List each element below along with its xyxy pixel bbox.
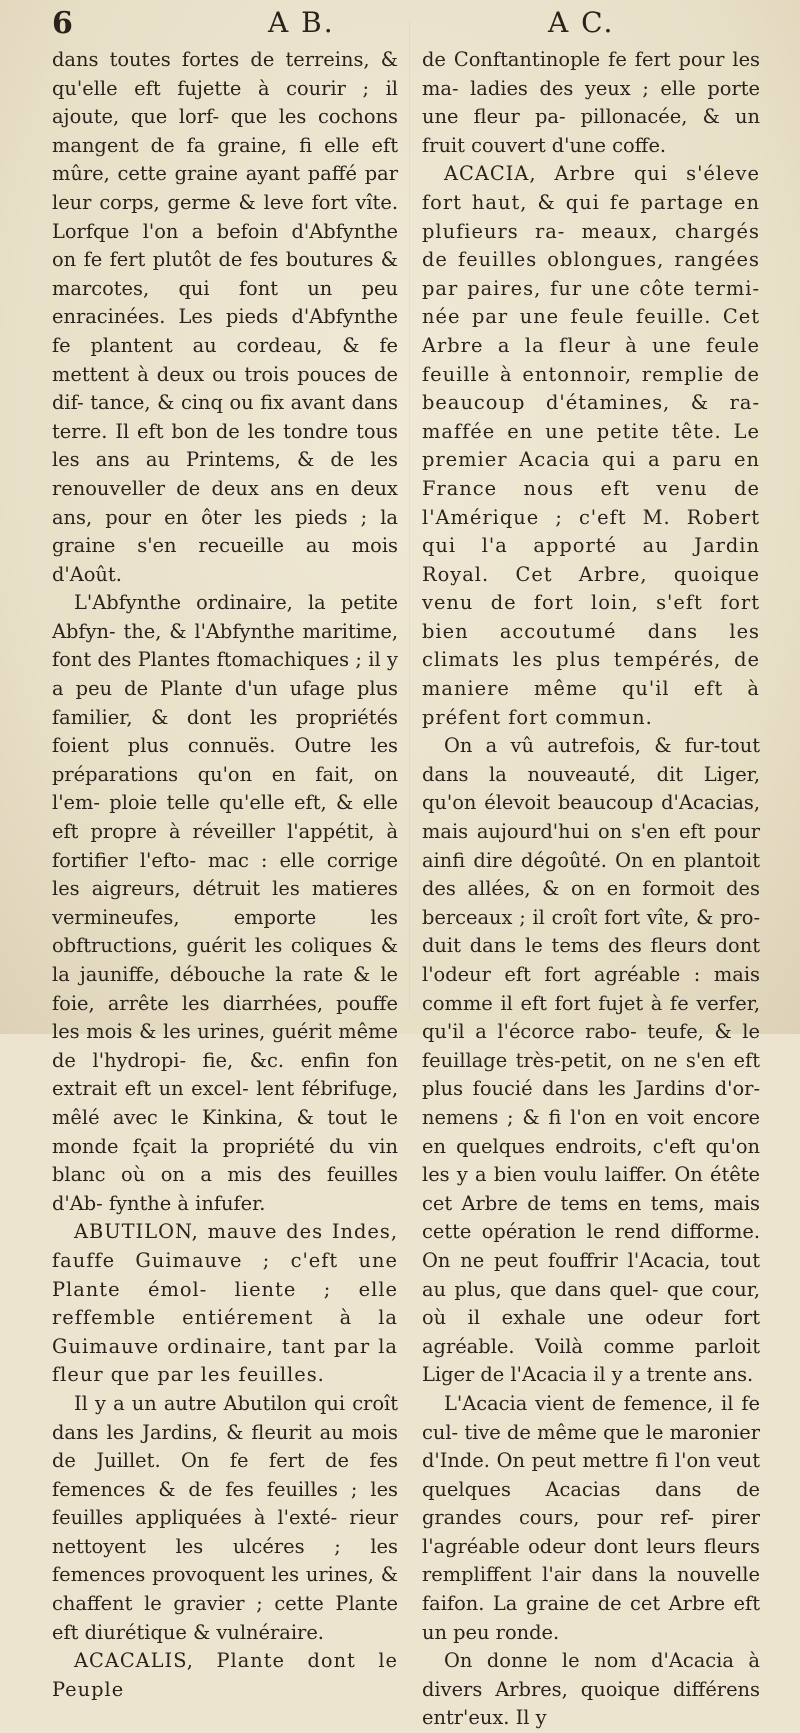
paragraph: On donne le nom d'Acacia à divers Arbres, quoique différens entr'eux. Il y bbox=[422, 1649, 760, 1730]
page-header bbox=[0, 6, 800, 46]
paragraph: de Conftantinople fe fert pour les ma- ladies des yeux ; elle porte une fleur pa- pillonacée, & un fruit couvert d'une coffe. bbox=[422, 48, 760, 157]
left-column bbox=[52, 46, 398, 1704]
entry-acacia: ACACIA, Arbre qui s'éleve fort haut, & qui fe partage en plufieurs ra- meaux, chargés de feuilles oblongues, rangées par paires, fur une côte termi- née par une feule feuille. Cet Arbre a la fleur à une feule feuille à entonnoir, remplie de beaucoup d'étamines, & ra- maffée en une petite tête. Le premier Acacia qui a paru en France nous eft venu de l'Amérique ; c'eft M. Robert qui l'a apporté au Jardin Royal. Cet Arbre, quoique venu de fort loin, s'eft fort bien accoutumé dans les climats les plus tempérés, de maniere même qu'il eft à préfent fort commun. bbox=[422, 162, 760, 729]
page-number: 6 bbox=[52, 6, 73, 41]
running-head-right: A C. bbox=[548, 6, 615, 39]
right-column bbox=[422, 46, 760, 1733]
paragraph: On a vû autrefois, & fur-tout dans la nouveauté, dit Liger, qu'on élevoit beaucoup d'Acacias, mais aujourd'hui on s'en eft pour ainfi dire dégoûté. On en plantoit des allées, & on en formoit des berceaux ; il croît fort vîte, & pro- duit dans le tems des fleurs dont l'odeur eft fort agréable : mais comme il eft fort fujet à fe verfer, qu'il a l'écorce rabo- teufe, & le feuillage très-petit, on ne s'en eft plus foucié dans les Jardins d'or- nemens ; & fi l'on en voit encore en quelques endroits, c'eft qu'on les y a bien voulu laiffer. On étête cet Arbre de tems en tems, mais cette opération le rend difforme. On ne peut fouffrir l'Acacia, tout au plus, que dans quel- que cour, où il exhale une odeur fort agréable. Voilà comme parloit Liger de l'Acacia il y a trente ans. bbox=[422, 734, 760, 1387]
entry-abutilon: ABUTILON, mauve des Indes, fauffe Guimauve ; c'eft une Plante émol- liente ; elle reffemble entiérement à la Guimauve ordinaire, tant par la fleur que par les feuilles. bbox=[52, 1220, 398, 1387]
paragraph: dans toutes fortes de terreins, & qu'elle eft fujette à courir ; il ajoute, que lorf- que les cochons mangent de fa graine, fi elle eft mûre, cette graine ayant paffé par leur corps, germe & leve fort vîte. Lorfque l'on a befoin d'Abfynthe on fe fert plutôt de fes boutures & marcotes, qui font un peu enracinées. Les pieds d'Abfynthe fe plantent au cordeau, & fe mettent à deux ou trois pouces de dif- tance, & cinq ou fix avant dans terre. Il eft bon de les tondre tous les ans au Printems, & de les renouveller de deux ans en deux ans, pour en ôter les pieds ; la graine s'en recueille au mois d'Août. bbox=[52, 48, 398, 586]
paragraph: L'Acacia vient de femence, il fe cul- tive de même que le maronier d'Inde. On peut mettre fi l'on veut quelques Acacias dans de grandes cours, pour ref- pirer l'agréable odeur dont leurs fleurs rempliffent l'air dans la nouvelle faifon. La graine de cet Arbre eft un peu ronde. bbox=[422, 1391, 760, 1644]
paragraph: L'Abfynthe ordinaire, la petite Abfyn- the, & l'Abfynthe maritime, font des Plantes ftomachiques ; il y a peu de Plante d'un ufage plus familier, & dont les propriétés foient plus connuës. Outre les préparations qu'on en fait, on l'em- ploie telle qu'elle eft, & elle eft propre à réveiller l'appétit, à fortifier l'efto- mac : elle corrige les aigreurs, détruit les matieres vermineufes, emporte les obftructions, guérit les coliques & la jauniffe, débouche la rate & le foie, arrête les diarrhées, pouffe les mois & les urines, guérit même de l'hydropi- fie, &c. enfin fon extrait eft un excel- lent fébrifuge, mêlé avec le Kinkina, & tout le monde fçait la propriété du vin blanc où on a mis des feuilles d'Ab- fynthe à infufer. bbox=[52, 591, 398, 1215]
entry-acacalis: ACACALIS, Plante dont le Peuple bbox=[52, 1649, 398, 1701]
running-head-left: A B. bbox=[268, 6, 335, 39]
paragraph: Il y a un autre Abutilon qui croît dans les Jardins, & fleurit au mois de Juillet. On fe fert de fes femences & de fes feuilles ; les feuilles appliquées à l'exté- rieur nettoyent les ulcéres ; les femences provoquent les urines, & chaffent le gravier ; cette Plante eft diurétique & vulnéraire. bbox=[52, 1391, 398, 1644]
gutter bbox=[409, 20, 410, 1010]
